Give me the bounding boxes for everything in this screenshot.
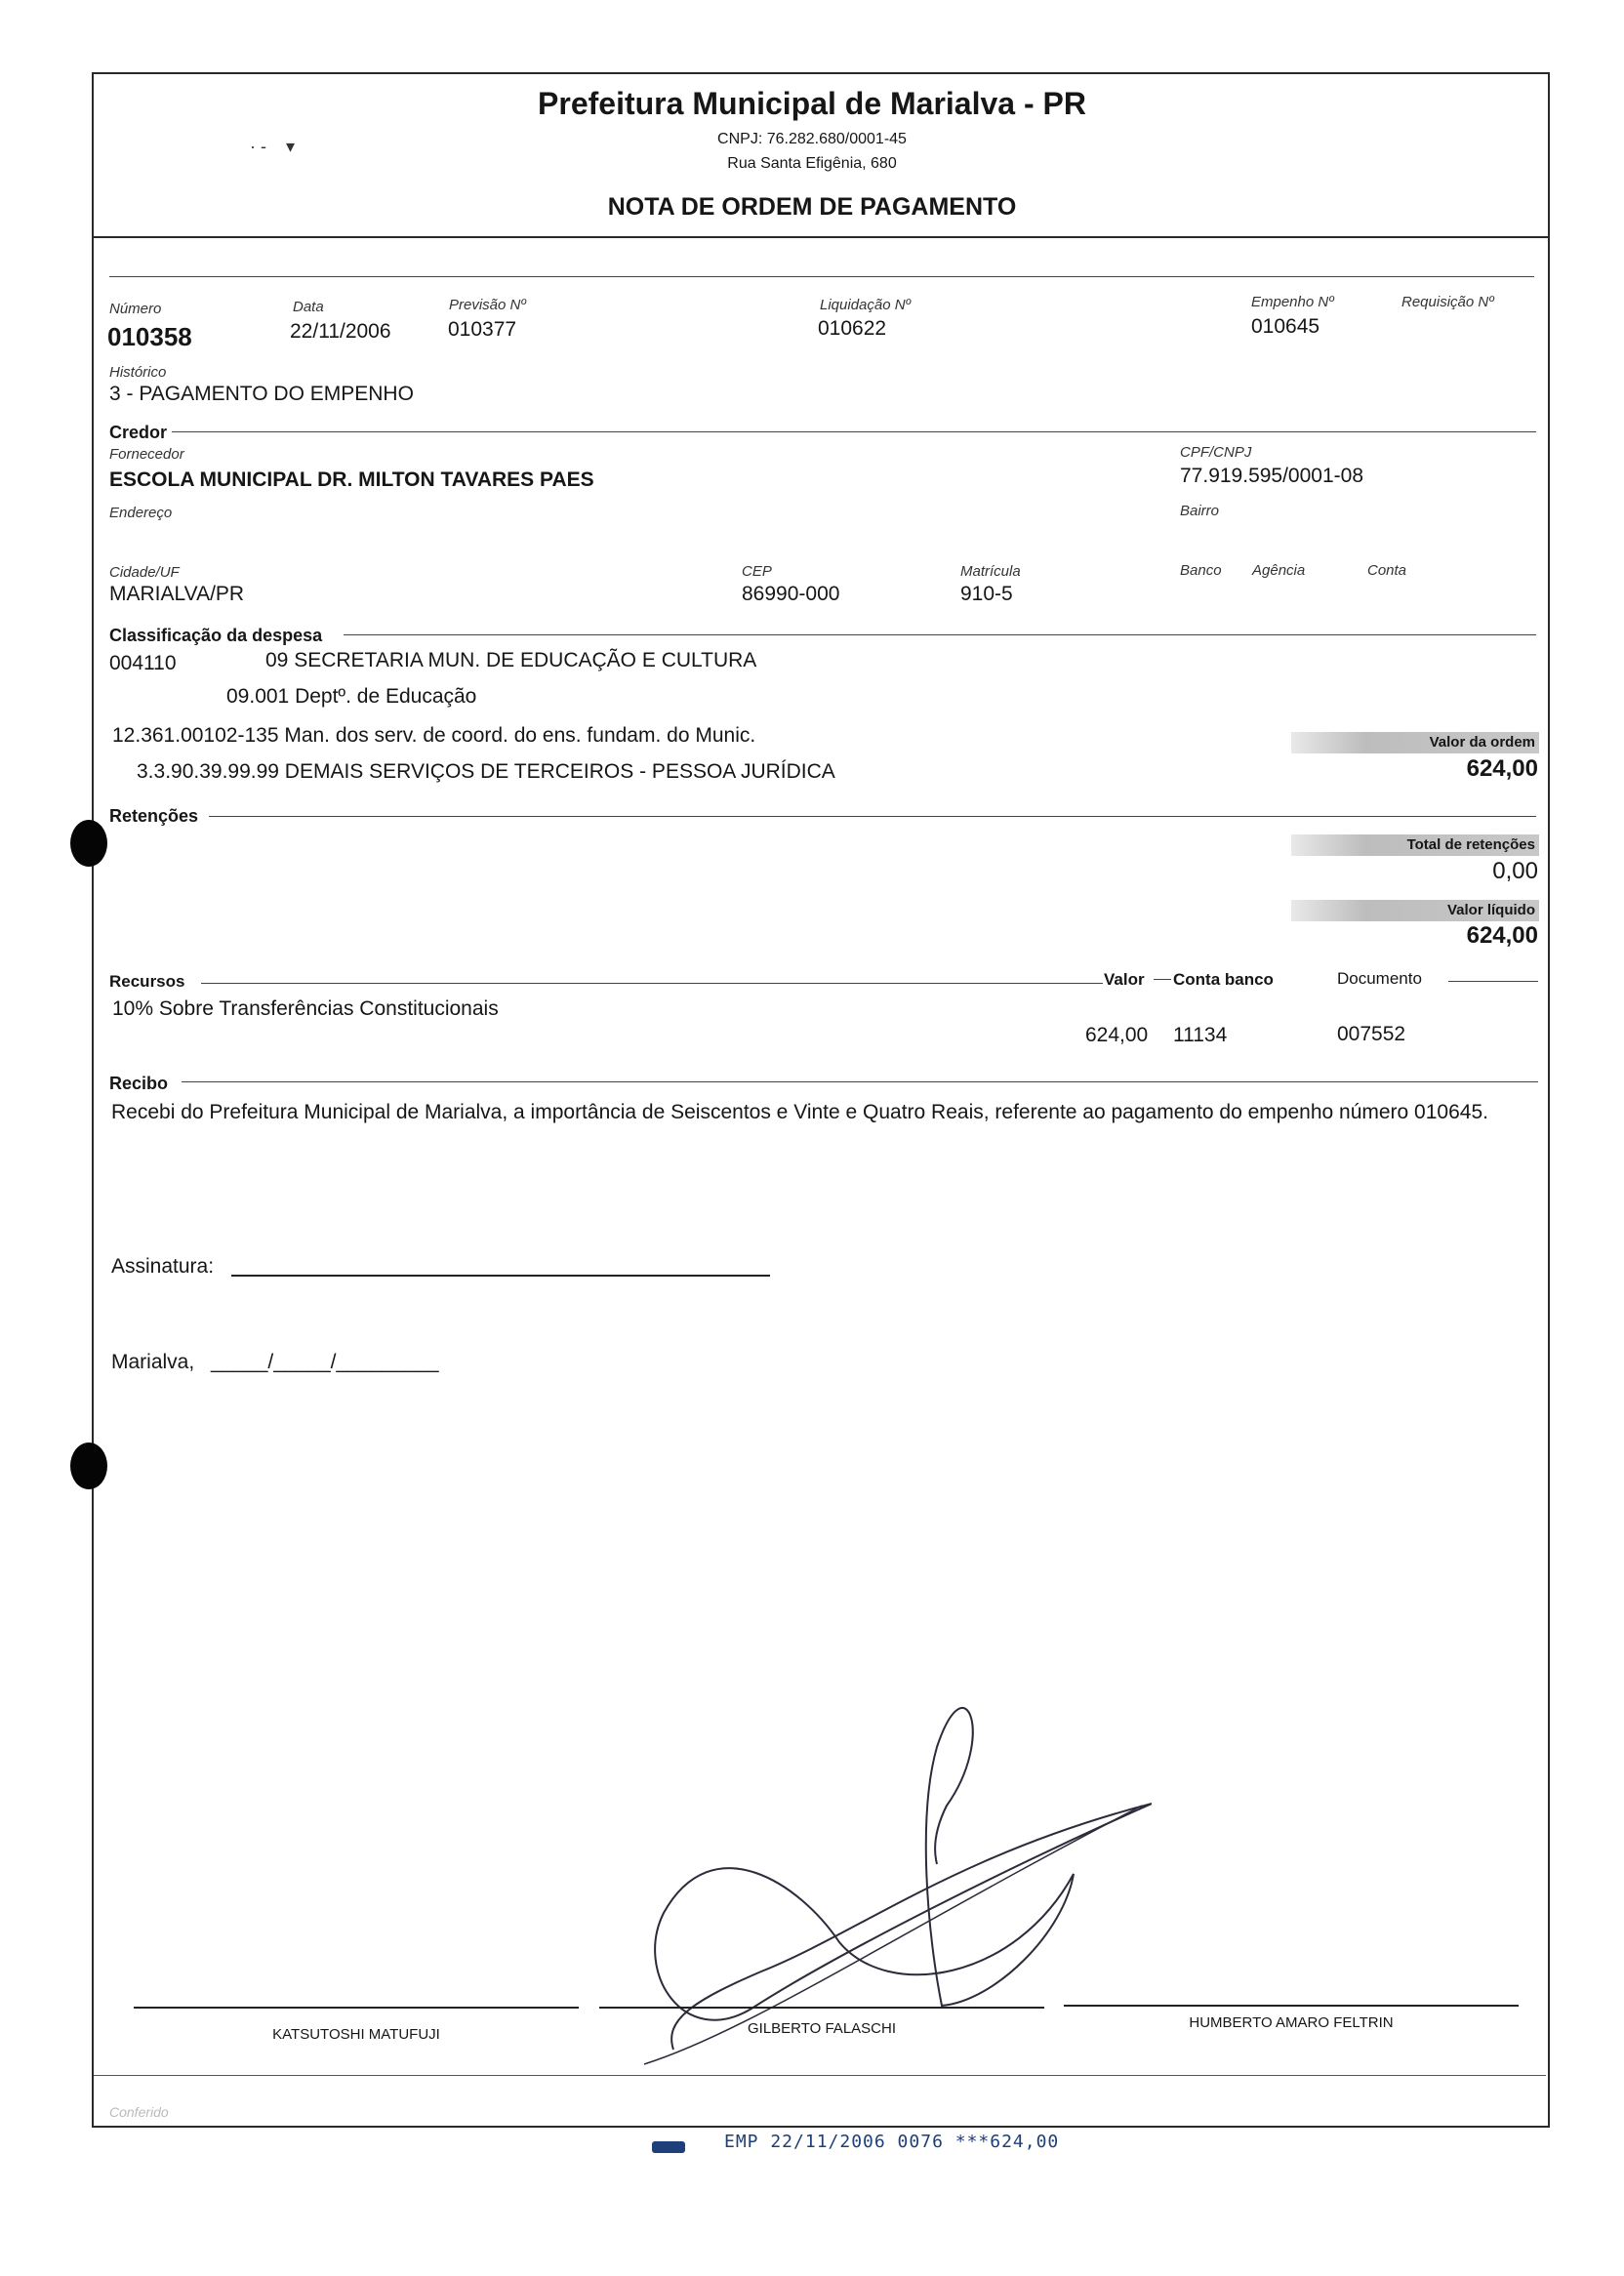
classificacao-section: Classificação da despesa	[109, 626, 323, 645]
data-value: 22/11/2006	[290, 320, 391, 343]
recursos-descricao: 10% Sobre Transferências Constitucionais	[112, 997, 499, 1020]
scan-marks: · ‑ ▾	[250, 137, 296, 156]
classificacao-line3: 12.361.00102-135 Man. dos serv. de coord. do ens. fundam. do Munic.	[112, 724, 756, 747]
previsao-value: 010377	[448, 318, 517, 341]
valor-ordem-label: Valor da ordem	[1291, 732, 1539, 753]
valor-ordem-value: 624,00	[1466, 755, 1538, 782]
recursos-documento-label: Documento	[1337, 969, 1422, 988]
recursos-rule	[201, 983, 1103, 984]
liquidacao-value: 010622	[818, 317, 887, 340]
endereco-label: Endereço	[109, 505, 173, 521]
numero-value: 010358	[107, 322, 192, 351]
info-top-rule	[109, 276, 1534, 277]
retencoes-section: Retenções	[109, 806, 199, 826]
marialva-label: Marialva,	[111, 1351, 195, 1373]
document-title: NOTA DE ORDEM DE PAGAMENTO	[607, 193, 1017, 221]
empenho-label: Empenho Nº	[1251, 294, 1334, 310]
assinatura-line	[231, 1275, 770, 1277]
recursos-conta-label: Conta banco	[1173, 970, 1274, 989]
liquidacao-label: Liquidação Nº	[820, 297, 912, 313]
classificacao-line1: 09 SECRETARIA MUN. DE EDUCAÇÃO E CULTURA	[265, 649, 757, 671]
retencoes-rule	[209, 816, 1536, 817]
date-blank: _____/_____/_________	[211, 1351, 439, 1373]
cnpj-text: CNPJ: 76.282.680/0001-45	[717, 131, 907, 147]
requisicao-label: Requisição Nº	[1401, 294, 1494, 310]
page-title: Prefeitura Municipal de Marialva - PR	[538, 86, 1086, 121]
signature-line-3	[1064, 2005, 1519, 2007]
matricula-value: 910-5	[960, 583, 1013, 605]
header-divider	[92, 236, 1548, 238]
signature-name-1: KATSUTOSHI MATUFUJI	[272, 2026, 440, 2043]
classificacao-code: 004110	[109, 652, 177, 674]
agencia-label: Agência	[1252, 562, 1306, 579]
matricula-label: Matrícula	[960, 563, 1021, 580]
cpf-label: CPF/CNPJ	[1180, 444, 1252, 461]
data-label: Data	[293, 299, 324, 315]
valor-liquido-value: 624,00	[1466, 922, 1538, 949]
historico-value: 3 - PAGAMENTO DO EMPENHO	[109, 383, 414, 405]
corner-text: Conferido	[109, 2104, 169, 2120]
signature-line-1	[134, 2007, 579, 2009]
bairro-label: Bairro	[1180, 503, 1220, 519]
address-text: Rua Santa Efigênia, 680	[727, 155, 897, 172]
credor-section: Credor	[109, 423, 168, 442]
stamp-text: EMP 22/11/2006 0076 ***624,00	[724, 2132, 1060, 2152]
cidade-label: Cidade/UF	[109, 564, 180, 581]
cep-label: CEP	[742, 563, 772, 580]
assinatura-label: Assinatura:	[111, 1255, 215, 1278]
classificacao-line2: 09.001 Deptº. de Educação	[226, 685, 477, 708]
total-retencoes-value: 0,00	[1492, 858, 1538, 884]
valor-liquido-label: Valor líquido	[1291, 900, 1539, 921]
bottom-rule	[94, 2075, 1546, 2076]
cidade-value: MARIALVA/PR	[109, 583, 245, 605]
recursos-documento: 007552	[1337, 1023, 1406, 1045]
punch-hole-bottom	[70, 1443, 107, 1489]
signature-line-2	[599, 2007, 1044, 2009]
recursos-section: Recursos	[109, 972, 185, 991]
signature-name-3: HUMBERTO AMARO FELTRIN	[1189, 2014, 1394, 2031]
fornecedor-label: Fornecedor	[109, 446, 184, 463]
recursos-valor: 624,00	[1085, 1024, 1149, 1046]
historico-label: Histórico	[109, 364, 167, 381]
signature-scribble	[605, 1679, 1152, 2069]
recursos-valor-label: Valor	[1104, 970, 1145, 989]
signature-name-2: GILBERTO FALASCHI	[748, 2020, 896, 2037]
recursos-mini-rule	[1154, 979, 1171, 980]
recibo-rule	[182, 1081, 1538, 1082]
recibo-text: Recebi do Prefeitura Municipal de Marialva, a importância de Seiscentos e Vinte e Quatro Reais, referente ao pagamento do empenho número 010645.	[111, 1101, 1488, 1123]
cep-value: 86990-000	[742, 583, 840, 605]
total-retencoes-label: Total de retenções	[1291, 834, 1539, 856]
stamp-logo	[652, 2141, 685, 2153]
classificacao-rule	[344, 634, 1536, 635]
empenho-value: 010645	[1251, 315, 1320, 338]
recursos-end-rule	[1448, 981, 1538, 982]
punch-hole-top	[70, 820, 107, 867]
fornecedor-value: ESCOLA MUNICIPAL DR. MILTON TAVARES PAES	[109, 468, 594, 491]
recursos-conta: 11134	[1173, 1024, 1228, 1046]
credor-rule	[172, 431, 1536, 432]
conta-label: Conta	[1367, 562, 1407, 579]
recibo-section: Recibo	[109, 1074, 169, 1093]
previsao-label: Previsão Nº	[449, 297, 526, 313]
cpf-value: 77.919.595/0001-08	[1180, 465, 1364, 487]
numero-label: Número	[109, 301, 162, 317]
classificacao-line4: 3.3.90.39.99.99 DEMAIS SERVIÇOS DE TERCEIROS - PESSOA JURÍDICA	[137, 760, 835, 783]
banco-label: Banco	[1180, 562, 1222, 579]
